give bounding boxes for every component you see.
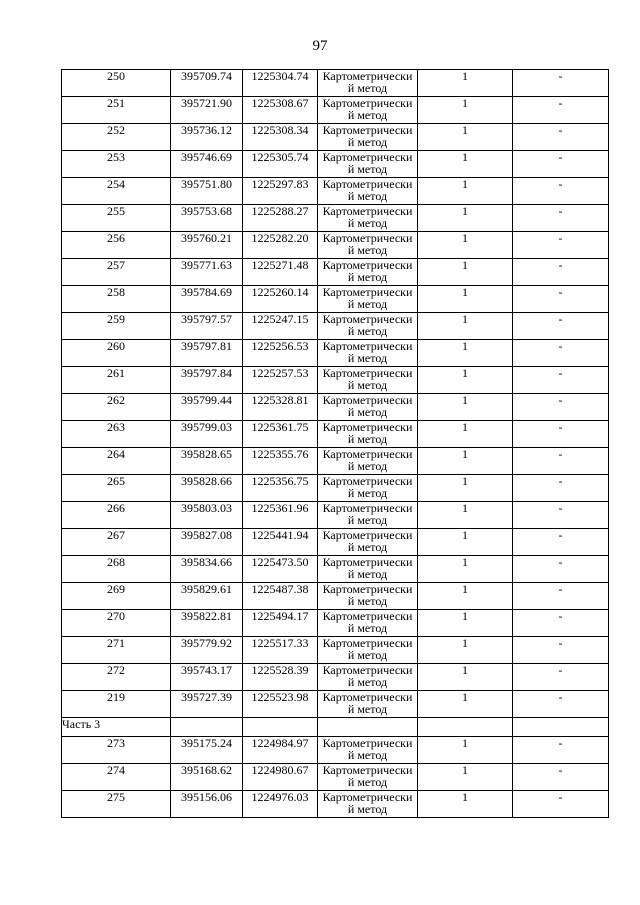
- note-cell: -: [513, 556, 609, 583]
- note-cell: -: [513, 367, 609, 394]
- note-cell: -: [513, 475, 609, 502]
- note-cell: -: [513, 313, 609, 340]
- section-empty-cell: [513, 718, 609, 737]
- table-row: [62, 664, 609, 691]
- quantity-cell: 1: [418, 737, 513, 764]
- method-cell: [318, 764, 418, 791]
- method-line-1: Картометрически: [322, 790, 413, 804]
- y-coordinate-cell: 1225297.83: [243, 178, 318, 205]
- method-line-1: Картометрически: [322, 763, 413, 777]
- method-cell: [318, 691, 418, 718]
- y-coordinate-cell: 1225282.20: [243, 232, 318, 259]
- quantity-cell: 1: [418, 367, 513, 394]
- x-coordinate-cell: 395797.81: [171, 340, 243, 367]
- method-line-2: й метод: [347, 324, 388, 338]
- note-cell: -: [513, 421, 609, 448]
- x-coordinate-cell: 395779.92: [171, 637, 243, 664]
- note-cell: -: [513, 286, 609, 313]
- x-coordinate-cell: 395834.66: [171, 556, 243, 583]
- method-line-2: й метод: [347, 297, 388, 311]
- method-line-2: й метод: [347, 432, 388, 446]
- table-row: [62, 340, 609, 367]
- table-row: [62, 124, 609, 151]
- y-coordinate-cell: 1225517.33: [243, 637, 318, 664]
- method-line-1: Картометрически: [322, 609, 413, 623]
- y-coordinate-cell: 1225356.75: [243, 475, 318, 502]
- section-empty-cell: [243, 718, 318, 737]
- note-cell: -: [513, 737, 609, 764]
- note-cell: -: [513, 448, 609, 475]
- table-row: [62, 737, 609, 764]
- y-coordinate-cell: 1225308.67: [243, 97, 318, 124]
- table-row: [62, 475, 609, 502]
- method-cell: [318, 556, 418, 583]
- x-coordinate-cell: 395746.69: [171, 151, 243, 178]
- table-row: [62, 556, 609, 583]
- method-line-2: й метод: [347, 540, 388, 554]
- x-coordinate-cell: 395797.84: [171, 367, 243, 394]
- y-coordinate-cell: 1225328.81: [243, 394, 318, 421]
- method-line-1: Картометрически: [322, 339, 413, 353]
- point-number-cell: 258: [62, 286, 171, 313]
- method-line-1: Картометрически: [322, 420, 413, 434]
- quantity-cell: 1: [418, 637, 513, 664]
- method-line-2: й метод: [347, 513, 388, 527]
- method-line-2: й метод: [347, 81, 388, 95]
- x-coordinate-cell: 395799.44: [171, 394, 243, 421]
- method-line-1: Картометрически: [322, 736, 413, 750]
- method-cell: [318, 313, 418, 340]
- point-number-cell: 256: [62, 232, 171, 259]
- x-coordinate-cell: 395753.68: [171, 205, 243, 232]
- note-cell: -: [513, 691, 609, 718]
- method-cell: [318, 340, 418, 367]
- x-coordinate-cell: 395175.24: [171, 737, 243, 764]
- method-cell: [318, 475, 418, 502]
- method-cell: [318, 367, 418, 394]
- y-coordinate-cell: 1225473.50: [243, 556, 318, 583]
- y-coordinate-cell: 1225288.27: [243, 205, 318, 232]
- quantity-cell: 1: [418, 286, 513, 313]
- x-coordinate-cell: 395771.63: [171, 259, 243, 286]
- quantity-cell: 1: [418, 124, 513, 151]
- y-coordinate-cell: 1225528.39: [243, 664, 318, 691]
- method-line-1: Картометрически: [322, 447, 413, 461]
- method-cell: [318, 421, 418, 448]
- method-cell: [318, 791, 418, 818]
- method-cell: [318, 205, 418, 232]
- method-cell: [318, 151, 418, 178]
- method-line-2: й метод: [347, 162, 388, 176]
- note-cell: -: [513, 502, 609, 529]
- quantity-cell: 1: [418, 151, 513, 178]
- method-cell: [318, 259, 418, 286]
- quantity-cell: 1: [418, 205, 513, 232]
- table-row: [62, 151, 609, 178]
- y-coordinate-cell: 1225361.75: [243, 421, 318, 448]
- method-line-1: Картометрически: [322, 123, 413, 137]
- y-coordinate-cell: 1225271.48: [243, 259, 318, 286]
- table-body-part-b: [62, 737, 609, 818]
- x-coordinate-cell: 395828.66: [171, 475, 243, 502]
- y-coordinate-cell: 1225257.53: [243, 367, 318, 394]
- table-row: [62, 313, 609, 340]
- table-row: [62, 259, 609, 286]
- table-row: [62, 286, 609, 313]
- point-number-cell: 250: [62, 70, 171, 97]
- point-number-cell: 273: [62, 737, 171, 764]
- table-row: [62, 583, 609, 610]
- section-empty-cell: [171, 718, 243, 737]
- quantity-cell: 1: [418, 340, 513, 367]
- x-coordinate-cell: 395168.62: [171, 764, 243, 791]
- point-number-cell: 251: [62, 97, 171, 124]
- point-number-cell: 262: [62, 394, 171, 421]
- quantity-cell: 1: [418, 448, 513, 475]
- y-coordinate-cell: 1225441.94: [243, 529, 318, 556]
- method-line-1: Картометрически: [322, 636, 413, 650]
- y-coordinate-cell: 1225361.96: [243, 502, 318, 529]
- quantity-cell: 1: [418, 556, 513, 583]
- method-line-1: Картометрически: [322, 474, 413, 488]
- method-cell: [318, 448, 418, 475]
- section-empty-cell: [418, 718, 513, 737]
- method-line-2: й метод: [347, 378, 388, 392]
- method-cell: [318, 610, 418, 637]
- y-coordinate-cell: 1225523.98: [243, 691, 318, 718]
- point-number-cell: 269: [62, 583, 171, 610]
- quantity-cell: 1: [418, 178, 513, 205]
- x-coordinate-cell: 395727.39: [171, 691, 243, 718]
- point-number-cell: 257: [62, 259, 171, 286]
- y-coordinate-cell: 1225304.74: [243, 70, 318, 97]
- note-cell: -: [513, 610, 609, 637]
- method-line-1: Картометрически: [322, 555, 413, 569]
- y-coordinate-cell: 1224980.67: [243, 764, 318, 791]
- method-line-1: Картометрически: [322, 366, 413, 380]
- method-line-2: й метод: [347, 189, 388, 203]
- note-cell: -: [513, 394, 609, 421]
- x-coordinate-cell: 395709.74: [171, 70, 243, 97]
- page-number: 97: [312, 38, 328, 54]
- method-line-1: Картометрически: [322, 501, 413, 515]
- method-line-2: й метод: [347, 351, 388, 365]
- method-line-1: Картометрически: [322, 528, 413, 542]
- note-cell: -: [513, 232, 609, 259]
- quantity-cell: 1: [418, 791, 513, 818]
- point-number-cell: 263: [62, 421, 171, 448]
- method-line-2: й метод: [347, 621, 388, 635]
- method-line-1: Картометрически: [322, 150, 413, 164]
- point-number-cell: 266: [62, 502, 171, 529]
- table-row: [62, 232, 609, 259]
- method-line-2: й метод: [347, 702, 388, 716]
- method-line-2: й метод: [347, 802, 388, 816]
- method-line-1: Картометрически: [322, 285, 413, 299]
- note-cell: -: [513, 791, 609, 818]
- quantity-cell: 1: [418, 259, 513, 286]
- table-section-row: [62, 718, 609, 737]
- coordinates-table: [61, 69, 609, 818]
- point-number-cell: 275: [62, 791, 171, 818]
- method-line-2: й метод: [347, 243, 388, 257]
- method-line-2: й метод: [347, 405, 388, 419]
- method-line-2: й метод: [347, 748, 388, 762]
- quantity-cell: 1: [418, 475, 513, 502]
- y-coordinate-cell: 1224976.03: [243, 791, 318, 818]
- method-cell: [318, 529, 418, 556]
- point-number-cell: 261: [62, 367, 171, 394]
- x-coordinate-cell: 395156.06: [171, 791, 243, 818]
- x-coordinate-cell: 395829.61: [171, 583, 243, 610]
- method-line-1: Картометрически: [322, 663, 413, 677]
- method-line-1: Картометрически: [322, 582, 413, 596]
- quantity-cell: 1: [418, 70, 513, 97]
- point-number-cell: 274: [62, 764, 171, 791]
- method-line-2: й метод: [347, 567, 388, 581]
- y-coordinate-cell: 1225355.76: [243, 448, 318, 475]
- method-cell: [318, 394, 418, 421]
- point-number-cell: 265: [62, 475, 171, 502]
- quantity-cell: 1: [418, 691, 513, 718]
- y-coordinate-cell: 1225308.34: [243, 124, 318, 151]
- table-row: [62, 394, 609, 421]
- y-coordinate-cell: 1224984.97: [243, 737, 318, 764]
- note-cell: -: [513, 205, 609, 232]
- quantity-cell: 1: [418, 583, 513, 610]
- x-coordinate-cell: 395827.08: [171, 529, 243, 556]
- method-line-2: й метод: [347, 459, 388, 473]
- y-coordinate-cell: 1225247.15: [243, 313, 318, 340]
- point-number-cell: 252: [62, 124, 171, 151]
- method-cell: [318, 737, 418, 764]
- point-number-cell: 219: [62, 691, 171, 718]
- x-coordinate-cell: 395797.57: [171, 313, 243, 340]
- point-number-cell: 264: [62, 448, 171, 475]
- method-line-2: й метод: [347, 775, 388, 789]
- quantity-cell: 1: [418, 764, 513, 791]
- x-coordinate-cell: 395799.03: [171, 421, 243, 448]
- method-cell: [318, 124, 418, 151]
- note-cell: -: [513, 151, 609, 178]
- note-cell: -: [513, 70, 609, 97]
- table-row: [62, 764, 609, 791]
- point-number-cell: 272: [62, 664, 171, 691]
- table-row: [62, 178, 609, 205]
- note-cell: -: [513, 124, 609, 151]
- point-number-cell: 270: [62, 610, 171, 637]
- table-row: [62, 448, 609, 475]
- table-row: [62, 367, 609, 394]
- method-line-2: й метод: [347, 108, 388, 122]
- table-row: [62, 637, 609, 664]
- section-empty-cell: [318, 718, 418, 737]
- quantity-cell: 1: [418, 313, 513, 340]
- y-coordinate-cell: 1225487.38: [243, 583, 318, 610]
- note-cell: -: [513, 664, 609, 691]
- table-row: [62, 691, 609, 718]
- point-number-cell: 259: [62, 313, 171, 340]
- method-line-1: Картометрически: [322, 96, 413, 110]
- y-coordinate-cell: 1225305.74: [243, 151, 318, 178]
- x-coordinate-cell: 395828.65: [171, 448, 243, 475]
- note-cell: -: [513, 340, 609, 367]
- quantity-cell: 1: [418, 232, 513, 259]
- method-line-1: Картометрически: [322, 69, 413, 83]
- note-cell: -: [513, 259, 609, 286]
- method-cell: [318, 637, 418, 664]
- quantity-cell: 1: [418, 97, 513, 124]
- section-row: [62, 718, 609, 737]
- y-coordinate-cell: 1225256.53: [243, 340, 318, 367]
- method-cell: [318, 70, 418, 97]
- y-coordinate-cell: 1225494.17: [243, 610, 318, 637]
- method-line-2: й метод: [347, 648, 388, 662]
- method-line-1: Картометрически: [322, 231, 413, 245]
- method-line-1: Картометрически: [322, 177, 413, 191]
- note-cell: -: [513, 178, 609, 205]
- y-coordinate-cell: 1225260.14: [243, 286, 318, 313]
- note-cell: -: [513, 764, 609, 791]
- section-label: Часть 3: [62, 718, 171, 737]
- table-row: [62, 610, 609, 637]
- method-line-1: Картометрически: [322, 312, 413, 326]
- method-cell: [318, 502, 418, 529]
- point-number-cell: 253: [62, 151, 171, 178]
- x-coordinate-cell: 395803.03: [171, 502, 243, 529]
- quantity-cell: 1: [418, 610, 513, 637]
- note-cell: -: [513, 97, 609, 124]
- table-row: [62, 502, 609, 529]
- quantity-cell: 1: [418, 421, 513, 448]
- table-row: [62, 205, 609, 232]
- x-coordinate-cell: 395721.90: [171, 97, 243, 124]
- x-coordinate-cell: 395743.17: [171, 664, 243, 691]
- table-row: [62, 529, 609, 556]
- point-number-cell: 271: [62, 637, 171, 664]
- quantity-cell: 1: [418, 394, 513, 421]
- point-number-cell: 255: [62, 205, 171, 232]
- point-number-cell: 260: [62, 340, 171, 367]
- method-line-1: Картометрически: [322, 690, 413, 704]
- method-cell: [318, 97, 418, 124]
- quantity-cell: 1: [418, 502, 513, 529]
- quantity-cell: 1: [418, 664, 513, 691]
- x-coordinate-cell: 395784.69: [171, 286, 243, 313]
- x-coordinate-cell: 395751.80: [171, 178, 243, 205]
- method-cell: [318, 178, 418, 205]
- point-number-cell: 254: [62, 178, 171, 205]
- table-body-part-a: [62, 70, 609, 718]
- point-number-cell: 267: [62, 529, 171, 556]
- note-cell: -: [513, 637, 609, 664]
- method-cell: [318, 232, 418, 259]
- method-line-1: Картометрически: [322, 204, 413, 218]
- method-line-1: Картометрически: [322, 258, 413, 272]
- x-coordinate-cell: 395760.21: [171, 232, 243, 259]
- method-line-2: й метод: [347, 594, 388, 608]
- table-row: [62, 791, 609, 818]
- quantity-cell: 1: [418, 529, 513, 556]
- point-number-cell: 268: [62, 556, 171, 583]
- table-row: [62, 97, 609, 124]
- x-coordinate-cell: 395822.81: [171, 610, 243, 637]
- method-line-2: й метод: [347, 486, 388, 500]
- method-line-1: Картометрически: [322, 393, 413, 407]
- method-line-2: й метод: [347, 270, 388, 284]
- method-line-2: й метод: [347, 675, 388, 689]
- method-cell: [318, 583, 418, 610]
- method-cell: [318, 664, 418, 691]
- note-cell: -: [513, 583, 609, 610]
- note-cell: -: [513, 529, 609, 556]
- method-line-2: й метод: [347, 216, 388, 230]
- table-row: [62, 421, 609, 448]
- method-line-2: й метод: [347, 135, 388, 149]
- table-row: [62, 70, 609, 97]
- method-cell: [318, 286, 418, 313]
- x-coordinate-cell: 395736.12: [171, 124, 243, 151]
